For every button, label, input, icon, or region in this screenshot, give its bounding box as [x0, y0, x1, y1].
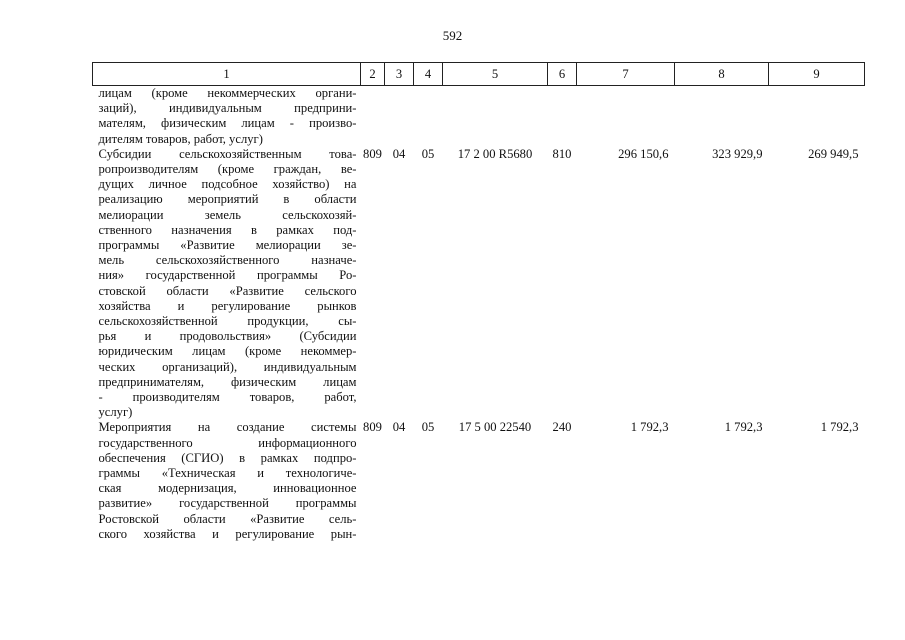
description-line: ственного назначения в рамках под-	[98, 222, 357, 237]
description-line: мателям, физическим лицам - произво-	[98, 116, 357, 131]
table-row	[93, 147, 865, 421]
header-col-6: 6	[548, 63, 577, 86]
code-expense-type: 240	[552, 420, 572, 435]
description-line: ского хозяйства и регулирование рын-	[98, 526, 357, 541]
code-section	[385, 86, 414, 147]
description-line: лицам (кроме некоммерческих органи-	[98, 86, 357, 100]
code-expense-type	[548, 86, 577, 147]
description-line: Субсидии сельскохозяйственным това-	[98, 146, 357, 161]
description-line: граммы «Техническая и технологиче-	[98, 466, 357, 481]
description-line: предпринимателям, физическим лицам	[98, 374, 357, 389]
header-col-2: 2	[361, 63, 385, 86]
description-line: государственного информационного	[98, 435, 357, 450]
row-description	[93, 420, 361, 542]
header-col-3: 3	[385, 63, 414, 86]
description-line: мель сельскохозяйственного назначе-	[98, 253, 357, 268]
description-line: стовской области «Развитие сельского	[98, 283, 357, 298]
amount-col-7	[577, 86, 675, 147]
amount-col-8	[675, 86, 769, 147]
code-section: 04	[392, 146, 406, 161]
description-line: Мероприятия на создание системы	[98, 420, 357, 435]
description-line: дителям товаров, работ, услуг)	[98, 131, 263, 146]
code-section: 04	[392, 420, 406, 435]
budget-table	[92, 62, 865, 542]
description-line: дущих личное подсобное хозяйство) на	[98, 177, 357, 192]
code-subsection: 05	[421, 146, 435, 161]
amount-col-8: 1 792,3	[724, 420, 763, 435]
description-line: развитие» государственной программы	[98, 496, 357, 511]
description-line: сельскохозяйственной продукции, сы-	[98, 314, 357, 329]
row-description	[93, 147, 361, 421]
description-line: реализацию мероприятий в области	[98, 192, 357, 207]
description-line: заций), индивидуальным предприни-	[98, 101, 357, 116]
code-target: 17 2 00 R5680	[457, 146, 533, 161]
header-col-8: 8	[675, 63, 769, 86]
column-number-header	[93, 63, 865, 86]
code-subsection: 05	[421, 420, 435, 435]
description-line: - производителям товаров, работ,	[98, 390, 357, 405]
header-col-9: 9	[769, 63, 865, 86]
description-line: юридическим лицам (кроме некоммер-	[98, 344, 357, 359]
code-target	[443, 86, 548, 147]
description-line: ская модернизация, инновационное	[98, 481, 357, 496]
description-line: мелиорации земель сельскохозяй-	[98, 207, 357, 222]
description-line: рья и продовольствия» (Субсидии	[98, 329, 357, 344]
amount-col-7: 1 792,3	[630, 420, 669, 435]
description-line: программы «Развитие мелиорации зе-	[98, 238, 357, 253]
description-line: ропроизводителям (кроме граждан, ве-	[98, 162, 357, 177]
header-col-4: 4	[414, 63, 443, 86]
amount-col-9: 269 949,5	[808, 146, 859, 161]
description-line: Ростовской области «Развитие сель-	[98, 511, 357, 526]
code-subsection	[414, 86, 443, 147]
amount-col-9: 1 792,3	[820, 420, 859, 435]
description-line: ния» государственной программы Ро-	[98, 268, 357, 283]
header-col-1: 1	[93, 63, 361, 86]
description-line: ческих организаций), индивидуальным	[98, 359, 357, 374]
page-number: 592	[442, 28, 463, 43]
code-ministry: 809	[363, 420, 382, 435]
table-row	[93, 420, 865, 542]
amount-col-8: 323 929,9	[712, 146, 763, 161]
description-line: обеспечения (СГИО) в рамках подпро-	[98, 450, 357, 465]
header-col-7: 7	[577, 63, 675, 86]
code-expense-type: 810	[552, 146, 572, 161]
code-ministry	[361, 86, 385, 147]
table-row	[93, 86, 865, 147]
row-description	[93, 86, 361, 147]
amount-col-9	[769, 86, 865, 147]
description-line: услуг)	[98, 405, 133, 420]
header-col-5: 5	[443, 63, 548, 86]
description-line: хозяйства и регулирование рынков	[98, 298, 357, 313]
amount-col-7: 296 150,6	[618, 146, 669, 161]
code-target: 17 5 00 22540	[458, 420, 532, 435]
code-ministry: 809	[363, 146, 382, 161]
